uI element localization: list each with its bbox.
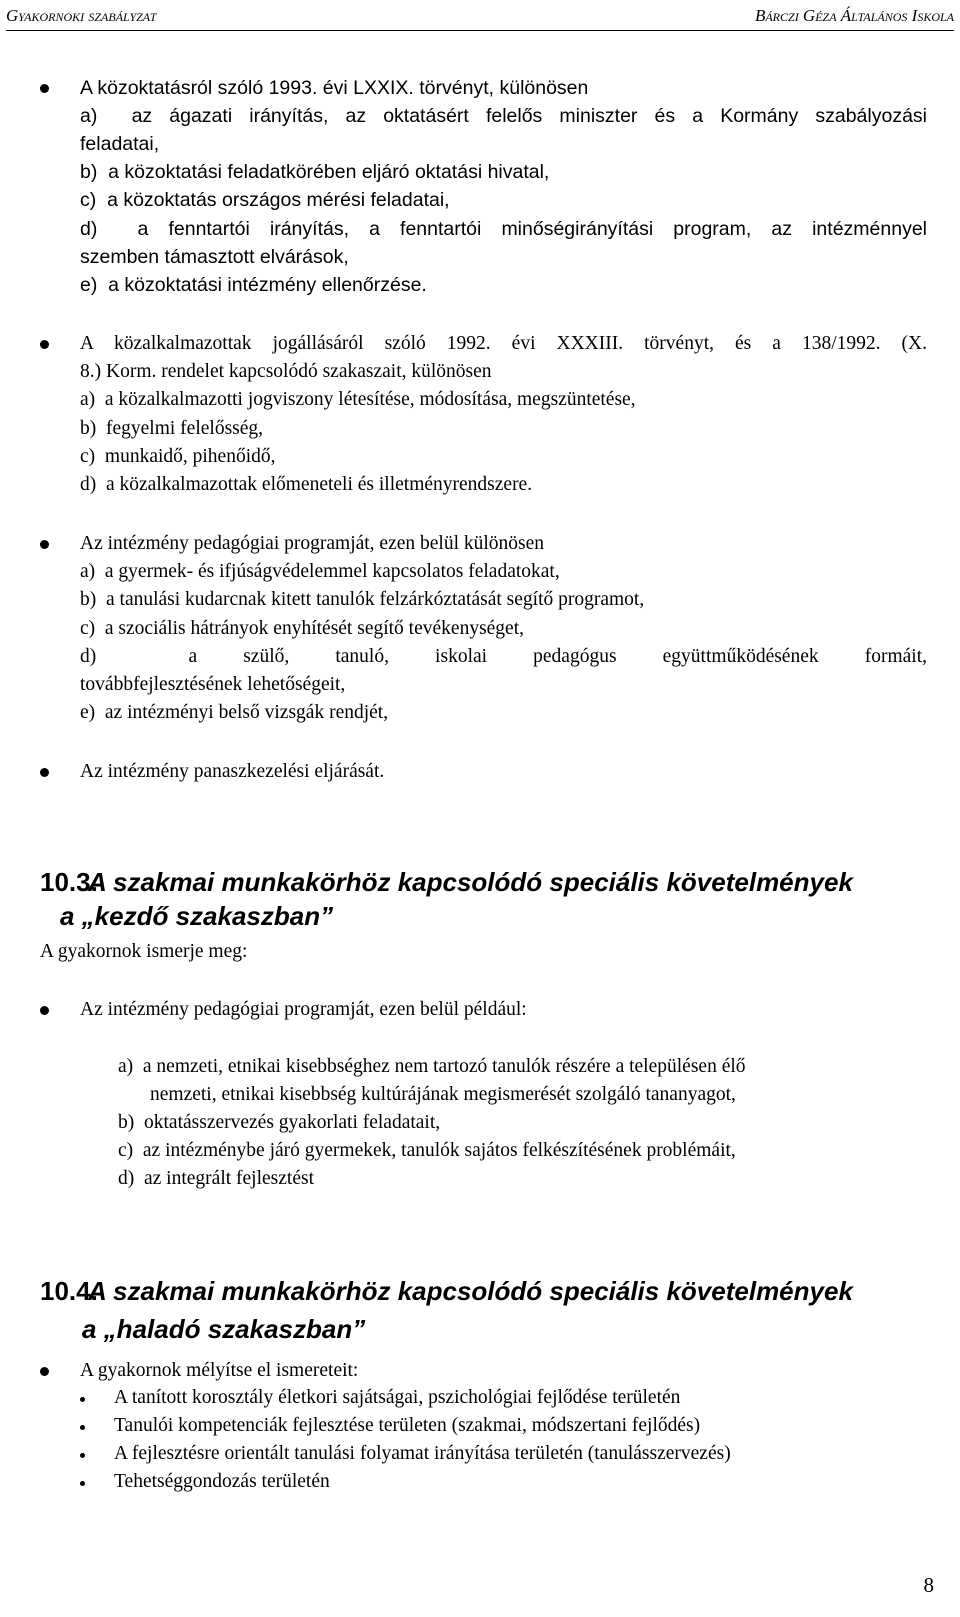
header-right-title: Bárczi Géza Általános Iskola (754, 6, 954, 25)
section-title-cont: a „kezdő szakaszban” (60, 901, 334, 931)
bullet-icon (40, 768, 49, 777)
list-item-title: Az intézmény pedagógiai programját, ezen belül különösen (80, 533, 545, 554)
list-subitem: e) a közoktatási intézmény ellenőrzése. (80, 274, 427, 296)
list-subitem: b) fegyelmi felelősség, (80, 418, 264, 439)
list-item-title: A közalkalmazottak jogállásáról szóló 1992. évi XXXIII. törvényt, és a 138/1992. (X. (80, 333, 927, 354)
bullet-icon (40, 84, 49, 93)
section-title-cont: a „haladó szakaszban” (82, 1314, 366, 1344)
list-subitem: b) a közoktatási feladatkörében eljáró oktatási hivatal, (80, 161, 550, 183)
list-subitem: d) az integrált fejlesztést (118, 1168, 314, 1189)
header-left-title: Gyakornoki szabályzat (6, 6, 157, 25)
list-subitem: d) a fenntartói irányítás, a fenntartói minőségirányítási program, az intézménnyel (80, 218, 927, 240)
page-header (6, 4, 954, 31)
list-subitem: a) a nemzeti, etnikai kisebbséghez nem tartozó tanulók részére a településen élő (118, 1056, 746, 1077)
list-subitem: a) a gyermek- és ifjúságvédelemmel kapcsolatos feladatokat, (80, 561, 560, 582)
small-bullet-icon (80, 1481, 85, 1486)
bullet-icon (40, 1006, 49, 1015)
list-subitem-cont: továbbfejlesztésének lehetőségeit, (80, 674, 346, 695)
list-subitem: c) a közoktatás országos mérési feladatai, (80, 189, 450, 211)
list-subitem: A tanított korosztály életkori sajátságai, pszichológiai fejlődése területén (114, 1387, 681, 1408)
list-subitem-cont: szemben támasztott elvárások, (80, 246, 349, 268)
list-subitem: c) a szociális hátrányok enyhítését segítő tevékenységet, (80, 618, 525, 639)
list-subitem: c) munkaidő, pihenőidő, (80, 446, 276, 467)
bullet-icon (40, 540, 49, 549)
bullet-icon (40, 340, 49, 349)
section-number: 10.4. (40, 1276, 98, 1306)
list-item-title-cont: 8.) Korm. rendelet kapcsolódó szakaszait, különösen (80, 361, 492, 382)
bullet-icon (40, 1367, 49, 1376)
list-subitem: Tehetséggondozás területén (114, 1471, 330, 1492)
section-title: A szakmai munkakörhöz kapcsolódó speciális követelmények (88, 1276, 853, 1306)
list-subitem: Tanulói kompetenciák fejlesztése területen (szakmai, módszertani fejlődés) (114, 1415, 701, 1436)
list-subitem: b) oktatásszervezés gyakorlati feladatait, (118, 1112, 441, 1133)
section-title: A szakmai munkakörhöz kapcsolódó speciális követelmények (88, 867, 853, 897)
list-subitem: a) a közalkalmazotti jogviszony létesítése, módosítása, megszüntetése, (80, 389, 636, 410)
list-subitem: d) a közalkalmazottak előmeneteli és illetményrendszere. (80, 474, 533, 495)
list-item-title: Az intézmény panaszkezelési eljárását. (80, 761, 385, 782)
list-subitem: b) a tanulási kudarcnak kitett tanulók felzárkóztatását segítő programot, (80, 589, 645, 610)
small-bullet-icon (80, 1453, 85, 1458)
list-subitem-cont: feladatai, (80, 133, 160, 155)
list-subitem-cont: nemzeti, etnikai kisebbség kultúrájának megismerését szolgáló tananyagot, (150, 1084, 736, 1105)
list-subitem: d) a szülő, tanuló, iskolai pedagógus együttműködésének formáit, (80, 646, 927, 667)
small-bullet-icon (80, 1397, 85, 1402)
page-number: 8 (923, 1573, 934, 1597)
list-item-title: A közoktatásról szóló 1993. évi LXXIX. törvényt, különösen (80, 77, 589, 99)
list-subitem: c) az intézménybe járó gyermekek, tanulók sajátos felkészítésének problémáit, (118, 1140, 736, 1161)
list-item-title: Az intézmény pedagógiai programját, ezen belül például: (80, 999, 527, 1020)
list-subitem: A fejlesztésre orientált tanulási folyamat irányítása területén (tanulásszervezés) (114, 1443, 731, 1464)
small-bullet-icon (80, 1425, 85, 1430)
section-number: 10.3. (40, 867, 98, 897)
list-subitem: a) az ágazati irányítás, az oktatásért felelős miniszter és a Kormány szabályozási (80, 105, 927, 127)
list-item-title: A gyakornok mélyítse el ismereteit: (80, 1360, 359, 1381)
section-intro: A gyakornok ismerje meg: (40, 941, 248, 962)
list-subitem: e) az intézményi belső vizsgák rendjét, (80, 702, 389, 723)
